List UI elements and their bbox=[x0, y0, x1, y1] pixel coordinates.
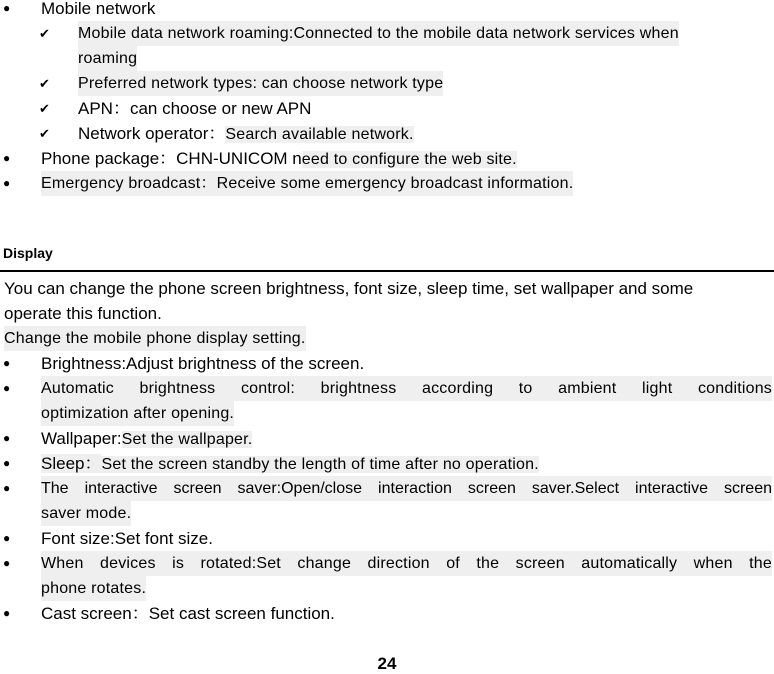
phone-package-desc: eed to configure the web site. bbox=[301, 151, 517, 168]
wallpaper-desc: Set the wallpaper. bbox=[121, 431, 253, 448]
rotate-text: When devices is rotated:Set change direction of the screen automatically when the bbox=[41, 551, 772, 576]
emergency-label: Emergency broadcast： bbox=[41, 175, 217, 192]
roaming-text: Mobile data network roaming:Connected to the mobile data network services when bbox=[78, 21, 679, 46]
apn-text: APN：can choose or new APN bbox=[78, 99, 312, 118]
wallpaper-label: Wallpaper: bbox=[41, 429, 122, 448]
check-icon: ✔ bbox=[39, 76, 50, 91]
bullet-icon: ● bbox=[3, 531, 11, 545]
brightness-text: Brightness:Adjust brightness of the screen. bbox=[41, 354, 365, 373]
section-heading-display: Display bbox=[3, 245, 53, 261]
auto-brightness-text-cont: optimization after opening. bbox=[41, 401, 234, 426]
network-operator-desc: Search available network. bbox=[225, 126, 414, 143]
mobile-network-title: Mobile network bbox=[41, 0, 156, 18]
sleep-desc: Set the screen standby the length of time after no operation. bbox=[101, 456, 539, 473]
cast-screen-text: Cast screen：Set cast screen function. bbox=[41, 604, 335, 623]
phone-package-text bbox=[41, 146, 517, 172]
sleep-text bbox=[41, 451, 539, 477]
network-operator-text bbox=[78, 121, 414, 147]
intro-text-1: You can change the phone screen brightness, font size, sleep time, set wallpaper and some bbox=[4, 279, 694, 298]
roaming-text-cont: roaming bbox=[78, 46, 137, 71]
bullet-icon: ● bbox=[3, 431, 11, 445]
rotate-text-cont: phone rotates. bbox=[41, 576, 146, 601]
intro-text-3: Change the mobile phone display setting. bbox=[4, 326, 306, 351]
preferred-network-text: Preferred network types: can choose network type bbox=[78, 71, 443, 96]
emergency-desc: Receive some emergency broadcast information. bbox=[216, 175, 574, 192]
bullet-icon: ● bbox=[3, 456, 11, 470]
font-size-text: Font size:Set font size. bbox=[41, 529, 213, 548]
bullet-icon: ● bbox=[3, 606, 11, 620]
bullet-icon: ● bbox=[3, 1, 11, 15]
phone-package-label: Phone package：CHN-UNICOM n bbox=[41, 149, 302, 168]
screen-saver-text: The interactive screen saver:Open/close interaction screen saver.Select interactive screen bbox=[41, 476, 772, 501]
bullet-icon: ● bbox=[3, 556, 11, 570]
intro-text-2: operate this function. bbox=[4, 304, 162, 323]
network-operator-label: Network operator： bbox=[78, 124, 226, 143]
bullet-icon: ● bbox=[3, 381, 11, 395]
bullet-icon: ● bbox=[3, 151, 11, 165]
sleep-label: Sleep： bbox=[41, 454, 102, 473]
check-icon: ✔ bbox=[39, 101, 50, 116]
bullet-icon: ● bbox=[3, 176, 11, 190]
check-icon: ✔ bbox=[39, 126, 50, 141]
section-divider bbox=[0, 270, 774, 272]
bullet-icon: ● bbox=[3, 356, 11, 370]
screen-saver-text-cont: saver mode. bbox=[41, 501, 131, 526]
page-number: 24 bbox=[377, 654, 397, 673]
bullet-icon: ● bbox=[3, 481, 11, 495]
auto-brightness-text: Automatic brightness control: brightness according to ambient light conditions bbox=[41, 376, 772, 401]
check-icon: ✔ bbox=[39, 26, 50, 41]
wallpaper-text bbox=[41, 426, 252, 452]
emergency-text bbox=[41, 171, 573, 196]
